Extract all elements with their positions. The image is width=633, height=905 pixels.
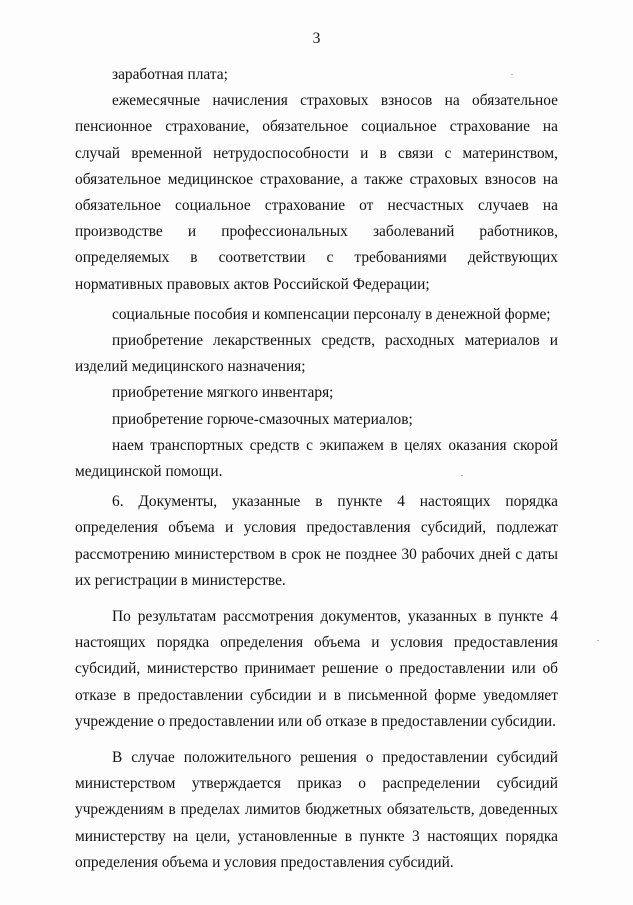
paragraph-social-benefits: социальные пособия и компенсации персоналу в денежной форме; [112,305,551,323]
paragraph-review-results: По результатам рассмотрения документов, указанных в пункте 4 настоящих порядка определения объема и условия предоставления субсидий, министерство принимает решение о предоставлении или об отказе в предоставлении субсидии и в письменной форме уведомляет учреждение о предоставлении или об отказе в предоставлении субсидии. [75,608,558,730]
scan-speck [461,475,463,476]
paragraph-insurance-contributions: ежемесячные начисления страховых взносов на обязательное пенсионное страхование, обязательное социальное страхование на случай временной нетрудоспособности и в связи с материнством, обязательное медицинское страхование, а также страховых взносов на обязательное социальное страхование от несчастных случаев на производстве и профессиональных заболеваний работников, определяемых в соответствии с требованиями действующих нормативных правовых актов Российской Федерации; [75,92,558,293]
paragraph-documents-review: 6. Документы, указанные в пункте 4 настоящих порядка определения объема и условия предоставления субсидий, подлежат рассмотрению министерством в срок не позднее 30 рабочих дней с даты их регистрации в министерстве. [75,493,558,589]
paragraph-medicines: приобретение лекарственных средств, расходных материалов и изделий медицинского назначения; [75,332,558,376]
paragraph-salary: заработная плата; [112,66,228,83]
scan-speck [597,640,599,641]
page-number: 3 [312,30,321,47]
paragraph-vehicle-rental: наем транспортных средств с экипажем в целях оказания скорой медицинской помощи. [75,436,558,481]
paragraph-positive-decision: В случае положительного решения о предоставлении субсидий министерством утверждается приказ о распределении субсидий учреждениям в пределах лимитов бюджетных обязательств, доведенных министерству на цели, установленные в пункте 3 настоящих порядка определения объема и условия предоставления субсидий. [75,749,558,871]
scan-speck [511,74,513,75]
document-body [75,62,558,876]
paragraph-soft-inventory: приобретение мягкого инвентаря; [112,384,334,402]
paragraph-fuel-lubricants: приобретение горюче-смазочных материалов; [112,410,413,428]
